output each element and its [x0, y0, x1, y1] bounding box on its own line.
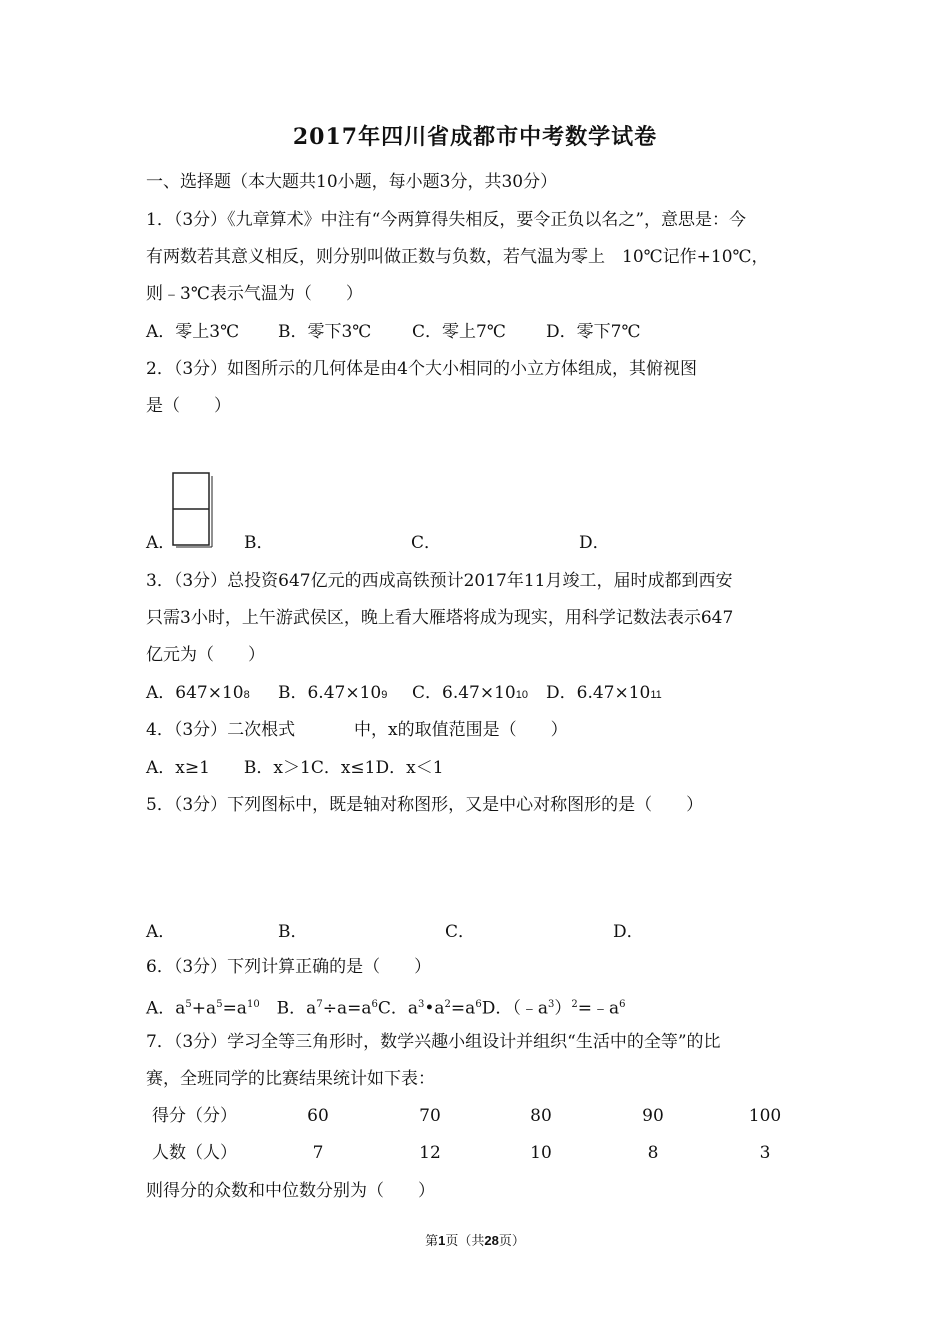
q3-option-d: D．6.47×1011: [546, 683, 662, 703]
table-cell: 80: [530, 1106, 552, 1126]
q6-options: A．$a^5+a^5=a^{10}$ B．$a^7\div a=a^6C$．$a^3•a^2=a^6D$．$(﹣a^3)^2=﹣a^6$: [146, 998, 626, 1019]
q2-line2: 是（ ）: [146, 396, 231, 416]
table-cell: 100: [748, 1106, 782, 1126]
q3-option-b: B．6.47×109: [278, 683, 388, 703]
table-cell: 70: [419, 1106, 441, 1126]
table-row1-label: 得分（分）: [152, 1106, 237, 1126]
q3-line1: 3．（3分）总投资647亿元的西成高铁预计2017年11月竣工，届时成都到西安: [146, 571, 733, 591]
page-title: 2017年四川省成都市中考数学试卷: [292, 124, 658, 150]
q3-option-a: A．647×108: [146, 683, 250, 703]
q1-option-d: D．零下7℃: [546, 322, 641, 342]
q2-option-d: D．: [579, 533, 610, 553]
q3-line3: 亿元为（ ）: [146, 645, 265, 665]
q3-option-c: C．6.47×1010: [412, 683, 528, 703]
section-heading: 一、选择题（本大题共10小题，每小题3分，共30分）: [146, 172, 558, 192]
q2-option-a: A．: [146, 533, 176, 553]
q7-line3: 则得分的众数和中位数分别为（ ）: [146, 1181, 435, 1201]
q7-line1: 7．（3分）学习全等三角形时，数学兴趣小组设计并组织“生活中的全等”的比: [146, 1032, 721, 1052]
q1-option-a: A．零上3℃: [146, 322, 240, 342]
q1-line3: 则﹣3℃表示气温为（ ）: [146, 284, 363, 304]
q4-options: A．x≥1 B．x＞1C．x≤1D．x＜1: [146, 758, 444, 778]
q7-line2: 赛，全班同学的比赛结果统计如下表：: [146, 1069, 435, 1089]
q2-line1: 2．（3分）如图所示的几何体是由4个大小相同的小立方体组成，其俯视图: [146, 359, 697, 379]
q1-option-c: C．零上7℃: [412, 322, 506, 342]
table-cell: 60: [307, 1106, 329, 1126]
q5-option-d: D．: [613, 922, 644, 942]
table-cell: 90: [642, 1106, 664, 1126]
q5-option-a: A．: [146, 922, 176, 942]
q2-option-b: B．: [244, 533, 274, 553]
table-cell: 8: [647, 1143, 659, 1163]
q1-line2: 有两数若其意义相反，则分别叫做正数与负数，若气温为零上 10℃记作+10℃，: [146, 247, 769, 267]
q6-line1: 6．（3分）下列计算正确的是（ ）: [146, 957, 432, 977]
q2-option-c: C．: [411, 533, 442, 553]
table-cell: 12: [419, 1143, 441, 1163]
q5-option-b: B．: [278, 922, 308, 942]
table-row2-label: 人数（人）: [152, 1143, 237, 1163]
q4-line1-end: 中，x的取值范围是（ ）: [354, 720, 568, 740]
q4-line1-start: 4．（3分）二次根式: [146, 720, 296, 740]
page-footer: 第1页（共28页）: [425, 1233, 525, 1249]
q5-option-c: C．: [445, 922, 476, 942]
table-cell: 3: [759, 1143, 771, 1163]
q1-option-b: B．零下3℃: [278, 322, 372, 342]
table-cell: 10: [530, 1143, 552, 1163]
table-cell: 7: [312, 1143, 324, 1163]
option-a-figure: [172, 472, 214, 548]
q1-line1: 1．（3分）《九章算术》中注有“今两算得失相反，要令正负以名之”，意思是：今: [146, 210, 747, 230]
q5-line1: 5．（3分）下列图标中，既是轴对称图形，又是中心对称图形的是（ ）: [146, 795, 704, 815]
q3-line2: 只需3小时，上午游武侯区，晚上看大雁塔将成为现实，用科学记数法表示647: [146, 608, 734, 628]
